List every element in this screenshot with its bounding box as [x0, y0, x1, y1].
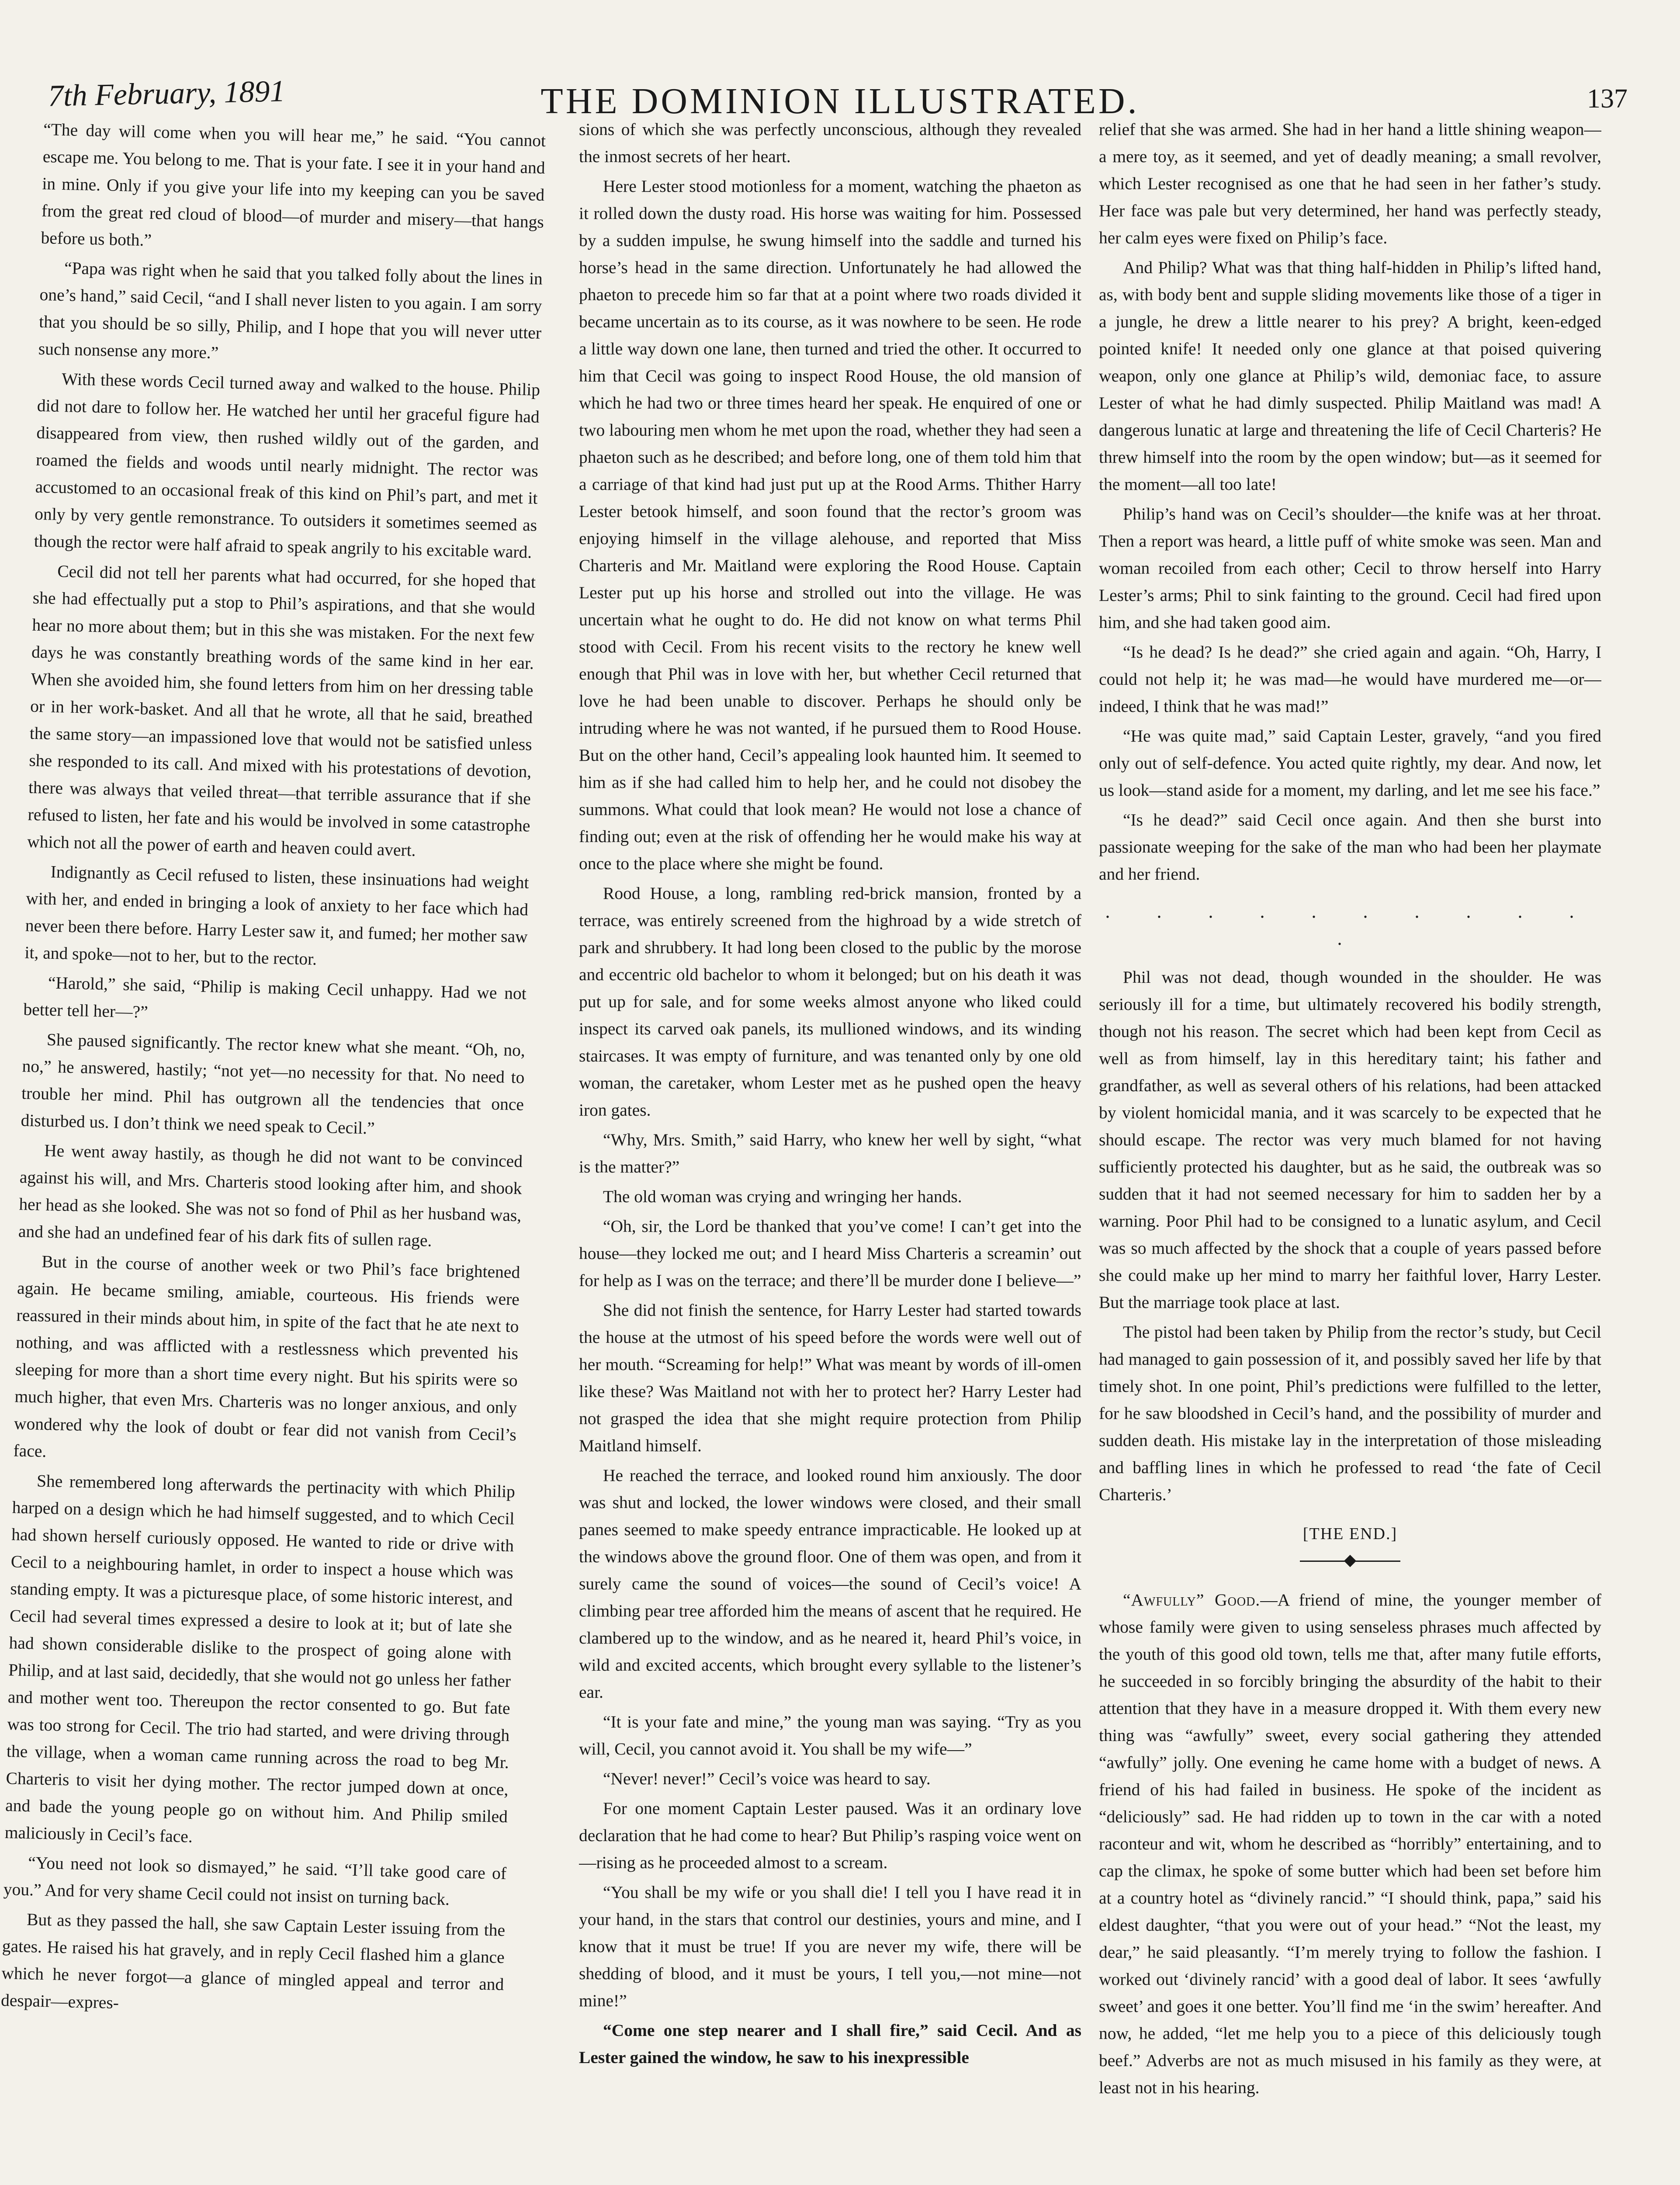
paragraph: “Never! never!” Cecil’s voice was heard to say. [603, 1769, 931, 1788]
article-heading: “Awfully” Good. [1123, 1590, 1261, 1609]
article-body: —A friend of mine, the younger member of whose family were given to using senseless phrases much affected by the youth of this good old town, tells me that, after many futile efforts, he succeeded in so forcibly bringing the absurdity of the habit to their attention that they have in a measure dropped it. With them every new thing was “awfully” sweet, every social gathering they attended “awfully” jolly. One evening he came home with a budget of news. A friend of his had failed in business. He spoke of the incident as “deliciously” sad. He had ridden up to town in the car with a noted raconteur and wit, whom he described as “horribly” entertaining, and to cap the climax, he spoke of some butter which had been set before him at a country hotel as “divinely rancid.” “I should think, papa,” said his eldest daughter, “that you were out of your head.” “Not the least, my dear,” he said pleasantly. “I’m merely trying to follow the fashion. I worked out ‘divinely rancid’ with a good deal of labor. It sees ‘awfully sweet’ and goes it one better. You’ll find me ‘in the swim’ hereafter. And now, he added, “let me help you to a piece of this deliciously tough beef.” Adverbs are not as much misused in his family as they were, at least not in his hearing. [1099, 1590, 1601, 2097]
paragraph: “It is your fate and mine,” the young man was saying. “Try as you will, Cecil, you cannot avoid it. You shall be my wife—” [579, 1712, 1081, 1758]
paragraph: The old woman was crying and wringing her hands. [603, 1187, 962, 1206]
paragraph: sions of which she was perfectly unconscious, although they revealed the inmost secrets of her heart. [579, 120, 1081, 166]
awfully-good-article [1099, 1586, 1601, 2101]
column-3 [1099, 116, 1601, 2185]
diamond-ornament-icon [1344, 1555, 1356, 1567]
paragraph: The pistol had been taken by Philip from the rector’s study, but Cecil had managed to gain possession of it, and possibly saved her life by that timely shot. In one point, Phil’s predictions were fulfilled to the letter, for he saw bloodshed in Cecil’s hand, and the possibility of murder and sudden death. His mistake lay in the interpretation of those misleading and baffling lines in which he professed to read ‘the fate of Cecil Charteris.’ [1099, 1322, 1601, 1504]
paragraph: “Is he dead?” said Cecil once again. And then she burst into passionate weeping for the sake of the man who had been her playmate and her friend. [1099, 810, 1601, 884]
paragraph: Philip’s hand was on Cecil’s shoulder—the knife was at her throat. Then a report was heard, a little puff of white smoke was seen. Man and woman recoiled from each other; Cecil to throw herself into Harry Lester’s arms; Phil to sink fainting to the ground. Cecil had fired upon him, and she had taken good aim. [1099, 504, 1601, 632]
paragraph: With these words Cecil turned away and walked to the house. Philip did not dare to follow her. He watched her until her graceful figure had disappeared from view, then rushed wildly out of the garden, and roamed the fields and woods until nearly midnight. The rector was accustomed to an occasional freak of this kind on Phil’s part, and met it only by very gentle remonstrance. To outsiders it sometimes seemed as though the rector were half afraid to speak angrily to his excitable ward. [34, 369, 540, 562]
paragraph: “Come one step nearer and I shall fire,” said Cecil. And as Lester gained the window, he saw to his inexpressible [579, 2021, 1081, 2067]
paragraph: “He was quite mad,” said Captain Lester, gravely, “and you fired only out of self-defence. You acted quite rightly, my dear. And now, let us look—stand aside for a moment, my darling, and let me see his face.” [1099, 726, 1601, 800]
paragraph: “Harold,” she said, “Philip is making Cecil unhappy. Had we not better tell her—?” [23, 973, 527, 1022]
paragraph: relief that she was armed. She had in her hand a little shining weapon—a mere toy, as it seemed, and yet of deadly meaning; a small revolver, which Lester recognised as one that he had seen in her father’s study. Her face was pale but very determined, her hand was perfectly steady, her calm eyes were fixed on Philip’s face. [1099, 120, 1601, 247]
issue-date: 7th February, 1891 [48, 74, 286, 113]
paragraph: He went away hastily, as though he did not want to be convinced against his will, and Mrs. Charteris stood looking after him, and shook her head as she looked. She was not so fond of Phil as her husband was, and she had an undefined fear of his dark fits of sullen rage. [18, 1141, 523, 1250]
section-break: . . . . . . . . . . . [1105, 901, 1595, 949]
column-1 [0, 116, 546, 2185]
column-2 [579, 116, 1081, 2185]
paragraph: Rood House, a long, rambling red-brick mansion, fronted by a terrace, was entirely screened from the highroad by a wide stretch of park and shrubbery. It had long been closed to the public by the morose and eccentric old bachelor to whom it belonged; but on his death it was put up for sale, and for some weeks almost anyone who liked could inspect its carved oak panels, its mullioned windows, and its winding staircases. It was empty of furniture, and was tenanted only by one old woman, the caretaker, whom Lester met as he pushed open the heavy iron gates. [579, 884, 1081, 1120]
paragraph: Indignantly as Cecil refused to listen, these insinuations had weight with her, and ended in bringing a look of anxiety to her face which had never been there before. Harry Lester saw it, and fumed; her mother saw it, and spoke—not to her, but to the rector. [24, 862, 529, 969]
paragraph: “You shall be my wife or you shall die! I tell you I have read it in your hand, in the stars that control our destinies, yours and mine, and I know that it must be true! If you are never my wife, there will be shedding of blood, and it must be yours, I tell you,—not mine—not mine!” [579, 1883, 1081, 2010]
masthead-title: THE DOMINION ILLUSTRATED. [540, 81, 1140, 121]
paragraph: Phil was not dead, though wounded in the shoulder. He was seriously ill for a time, but ultimately recovered his bodily strength, though not his reason. The secret which had been kept from Cecil as well as from himself, lay in this hereditary taint; his father and grandfather, as well as several others of his relations, had been attacked by violent homicidal mania, and it was scarcely to be expected that he should escape. The rector was very much blamed for not having sufficiently protected his daughter, but as he said, the outbreak was so sudden that it had not seemed necessary for him to sadden her by a warning. Poor Phil had to be consigned to a lunatic asylum, and Cecil was so much affected by the shock that a couple of years passed before she could make up her mind to marry her faithful lover, Harry Lester. But the marriage took place at last. [1099, 968, 1601, 1312]
paragraph: “You need not look so dismayed,” he said. “I’ll take good care of you.” And for very shame Cecil could not insist on turning back. [3, 1853, 507, 1909]
paragraph: “The day will come when you will hear me,” he said. “You cannot escape me. You belong to me. That is your fate. I see it in your hand and in mine. Only if you give your life into my keeping can you be saved from the great red cloud of blood—of murder and misery—that hangs before us both.” [41, 119, 546, 250]
paragraph: He reached the terrace, and looked round him anxiously. The door was shut and locked, the lower windows were closed, and their small panes seemed to make speedy entrance impracticable. He looked up at the windows above the ground floor. One of them was open, and from it surely came the sound of voices—the sound of Cecil’s voice! A climbing pear tree afforded him the means of ascent that he required. He clambered up to the window, and as he neared it, heard Phil’s voice, in wild and excited accents, which brought every syllable to the listener’s ear. [579, 1466, 1081, 1702]
paragraph: Here Lester stood motionless for a moment, watching the phaeton as it rolled down the dusty road. His horse was waiting for him. Possessed by a sudden impulse, he swung himself into the saddle and turned his horse’s head in the same direction. Unfortunately he had allowed the phaeton to precede him so far that at a point where two roads divided it became uncertain as to its course, as it was nowhere to be seen. He rode a little way down one lane, then turned and tried the other. It occurred to him that Cecil was going to inspect Rood House, the old mansion of which he had two or three times heard her speak. He enquired of one or two labouring men whom he met upon the road, whether they had seen a phaeton such as he described; and before long, one of them told him that a carriage of that kind had just put up at the Rood Arms. Thither Harry Lester betook himself, and soon found that the rector’s groom was enjoying himself in the village alehouse, and reported that Miss Charteris and Mr. Maitland were exploring the Rood House. Captain Lester put up his horse and strolled out into the village. He was uncertain what he ought to do. He did not know on what terms Phil stood with Cecil. From his recent visits to the rectory he knew well enough that Phil was in love with her, but whether Cecil returned that love he had been unable to discover. Perhaps he should only be intruding where he was not wanted, if he pursued them to Rood House. But on the other hand, Cecil’s appealing look haunted him. It seemed to him as if she had called him to help her, and he could not disobey the summons. What could that look mean? He would not lose a chance of finding out; even at the risk of offending her he would make his way at once to the place where she might be found. [579, 177, 1081, 873]
paragraph: “Papa was right when he said that you talked folly about the lines in one’s hand,” said Cecil, “and I shall never listen to you again. I am sorry that you should be so silly, Philip, and I hope that you will never utter such nonsense any more.” [38, 258, 543, 363]
paragraph: For one moment Captain Lester paused. Was it an ordinary love declaration that he had come to hear? But Philip’s rasping voice went on—rising as he proceeded almost to a scream. [579, 1799, 1081, 1872]
page-header [26, 66, 1654, 122]
page-number: 137 [1587, 84, 1628, 114]
paragraph: “Is he dead? Is he dead?” she cried again and again. “Oh, Harry, I could not help it; he was mad—he would have murdered me—or—indeed, I think that he was mad!” [1099, 642, 1601, 716]
paragraph: “Oh, sir, the Lord be thanked that you’ve come! I can’t get into the house—they locked me out; and I heard Miss Charteris a screamin’ out for help as I was on the terrace; and there’ll be murder done I believe—” [579, 1217, 1081, 1290]
paragraph: Cecil did not tell her parents what had occurred, for she hoped that she had effectually put a stop to Phil’s aspirations, and that she would hear no more about them; but in this she was mistaken. For the next few days he was constantly breathing words of the same kind in her ear. When she avoided him, she found letters from him on her dressing table or in her work-basket. And all that he wrote, all that he said, breathed the same story—an impassioned love that would not be satisfied unless she responded to its call. And mixed with his protestations of devotion, there was always that veiled threat—that terrible assurance that if she refused to listen, her fate and his would be involved in some catastrophe which not all the power of earth and heaven could avert. [27, 561, 536, 860]
the-end-marker: [THE END.] [1302, 1525, 1398, 1543]
paragraph: She did not finish the sentence, for Harry Lester had started towards the house at the utmost of his speed before the words were well out of her mouth. “Screaming for help!” What was meant by words of ill-omen like these? Was Maitland not with her to protect her? Harry Lester had not grasped the idea that she might require protection from Philip Maitland himself. [579, 1301, 1081, 1455]
paragraph: “Why, Mrs. Smith,” said Harry, who knew her well by sight, “what is the matter?” [579, 1130, 1081, 1176]
ornamental-rule [1300, 1561, 1400, 1564]
paragraph: She remembered long afterwards the pertinacity with which Philip harped on a design which he had himself suggested, and to which Cecil had shown herself curiously opposed. He wanted to ride or drive with Cecil to a neighbouring hamlet, in order to inspect a house which was standing empty. It was a picturesque place, of some historic interest, and Cecil had several times expressed a desire to look at it; but of late she had shown considerable dislike to the prospect of going alone with Philip, and at last said, decidedly, that she would not go unless her father and mother went too. Thereupon the rector consented to go. But fate was too strong for Cecil. The trio had started, and were driving through the village, when a woman came running across the road to beg Mr. Charteris to visit her dying mother. The rector jumped down at once, and bade the young people go on without him. And Philip smiled maliciously in Cecil’s face. [4, 1471, 516, 1846]
paragraph: And Philip? What was that thing half-hidden in Philip’s lifted hand, as, with body bent and supple sliding movements like those of a tiger in a jungle, he drew a little nearer to his prey? A bright, keen-edged pointed knife! It needed only one glance at that poised quivering weapon, only one glance at Philip’s wild, demoniac face, to assure Lester of what he had dimly suspected. Philip Maitland was mad! A dangerous lunatic at large and threatening the life of Cecil Charteris? He threw himself into the room by the open window; but—as it seemed for the moment—all too late! [1099, 258, 1601, 494]
paragraph: She paused significantly. The rector knew what she meant. “Oh, no, no,” he answered, hastily; “not yet—no necessity for that. No need to trouble her mind. Phil has outgrown all the tendencies that once disturbed us. I don’t think we need speak to Cecil.” [21, 1030, 526, 1138]
paragraph: But in the course of another week or two Phil’s face brightened again. He became smiling, amiable, courteous. His friends were reassured in their minds about him, in spite of the fact that he ate next to nothing, and was afflicted with a restlessness which prevented his sleeping for more than a short time every night. But his spirits were so much higher, that even Mrs. Charteris was no longer anxious, and only wondered why the look of doubt or fear did not vanish from Cecil’s face. [13, 1252, 520, 1461]
paragraph: But as they passed the hall, she saw Captain Lester issuing from the gates. He raised his hat gravely, and in reply Cecil flashed him a glance which he never forgot—a glance of mingled appeal and terror and despair—expres- [0, 1910, 506, 2013]
